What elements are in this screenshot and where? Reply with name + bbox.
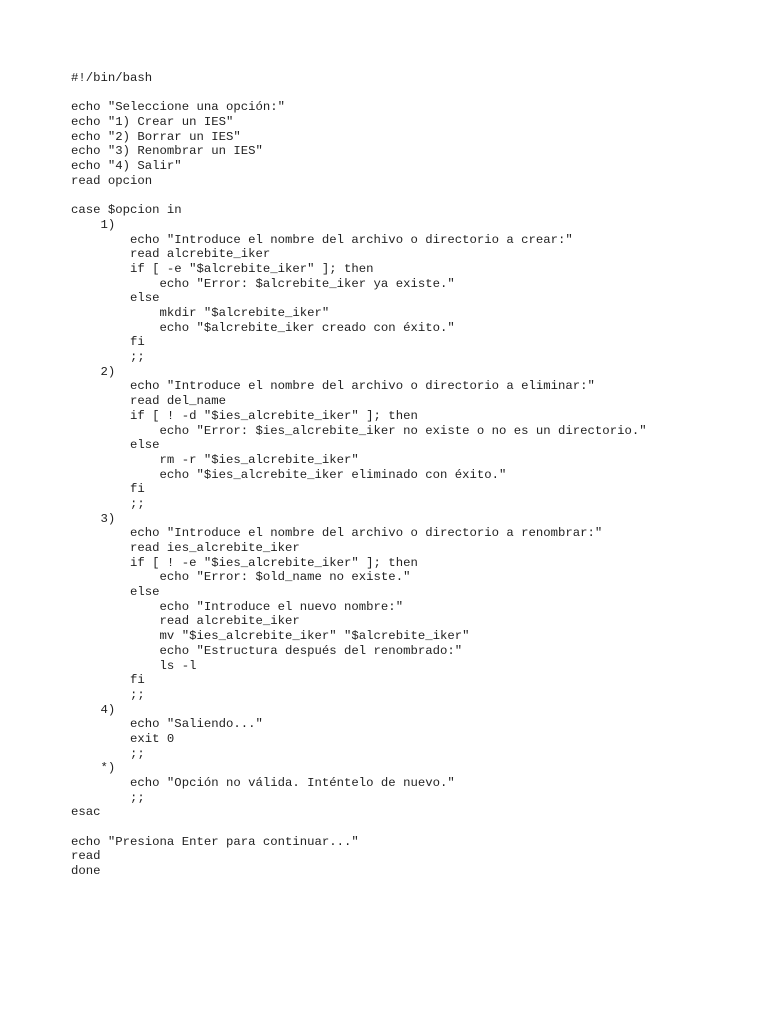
code-line: echo "$ies_alcrebite_iker eliminado con éxito." <box>71 467 507 482</box>
code-line: rm -r "$ies_alcrebite_iker" <box>71 452 359 467</box>
code-line: read <box>71 849 101 864</box>
code-line: ;; <box>71 746 145 761</box>
code-line <box>71 86 647 101</box>
code-line <box>71 820 647 835</box>
code-line: #!/bin/bash <box>71 71 153 85</box>
code-line: esac <box>71 805 101 820</box>
code-line: echo "Error: $old_name no existe." <box>71 570 411 585</box>
code-line: mkdir "$alcrebite_iker" <box>71 306 330 320</box>
code-line: ;; <box>71 350 145 365</box>
code-line: echo "Introduce el nombre del archivo o directorio a renombrar:" <box>71 526 603 541</box>
code-line: echo "4) Salir" <box>71 159 182 174</box>
code-line: echo "3) Renombrar un IES" <box>71 144 263 159</box>
code-line: case $opcion in <box>71 203 182 218</box>
code-line: echo "Opción no válida. Inténtelo de nuevo." <box>71 776 455 790</box>
code-line: 1) <box>71 217 116 232</box>
code-line: ;; <box>71 496 145 511</box>
code-line: else <box>71 291 160 306</box>
code-line: 4) <box>71 702 116 717</box>
code-line: mv "$ies_alcrebite_iker" "$alcrebite_iker" <box>71 629 470 644</box>
code-line: if [ -e "$alcrebite_iker" ]; then <box>71 261 374 276</box>
code-line: echo "Error: $ies_alcrebite_iker no existe o no es un directorio." <box>71 423 647 438</box>
code-line: echo "$alcrebite_iker creado con éxito." <box>71 320 455 335</box>
code-line: else <box>71 585 160 600</box>
code-line: echo "Saliendo..." <box>71 717 263 732</box>
code-line: read alcrebite_iker <box>71 614 300 629</box>
code-line: echo "Presiona Enter para continuar..." <box>71 834 359 849</box>
code-line: fi <box>71 335 145 350</box>
code-line: if [ ! -e "$ies_alcrebite_iker" ]; then <box>71 555 418 570</box>
code-line: echo "2) Borrar un IES" <box>71 129 241 144</box>
code-line: echo "Introduce el nombre del archivo o directorio a eliminar:" <box>71 379 595 394</box>
code-line: read opcion <box>71 173 153 188</box>
code-listing <box>71 71 647 879</box>
code-line: fi <box>71 482 145 497</box>
code-line: ;; <box>71 790 145 805</box>
code-line: read del_name <box>71 394 226 409</box>
code-line: echo "1) Crear un IES" <box>71 115 234 130</box>
code-line: echo "Error: $alcrebite_iker ya existe." <box>71 276 455 291</box>
code-line: fi <box>71 673 145 688</box>
code-line: 2) <box>71 364 116 379</box>
code-line: done <box>71 864 101 879</box>
code-line: else <box>71 438 160 453</box>
code-line: echo "Introduce el nombre del archivo o directorio a crear:" <box>71 232 573 247</box>
code-line: 3) <box>71 511 116 526</box>
code-line: if [ ! -d "$ies_alcrebite_iker" ]; then <box>71 408 418 423</box>
code-line: ;; <box>71 687 145 702</box>
code-line: *) <box>71 761 116 776</box>
code-line: exit 0 <box>71 731 175 746</box>
code-line: ls -l <box>71 658 197 673</box>
code-line: echo "Seleccione una opción:" <box>71 100 286 115</box>
code-line <box>71 189 647 204</box>
code-line: echo "Introduce el nuevo nombre:" <box>71 599 404 614</box>
code-line: read ies_alcrebite_iker <box>71 541 300 555</box>
code-line: echo "Estructura después del renombrado:" <box>71 643 463 658</box>
code-line: read alcrebite_iker <box>71 247 271 262</box>
